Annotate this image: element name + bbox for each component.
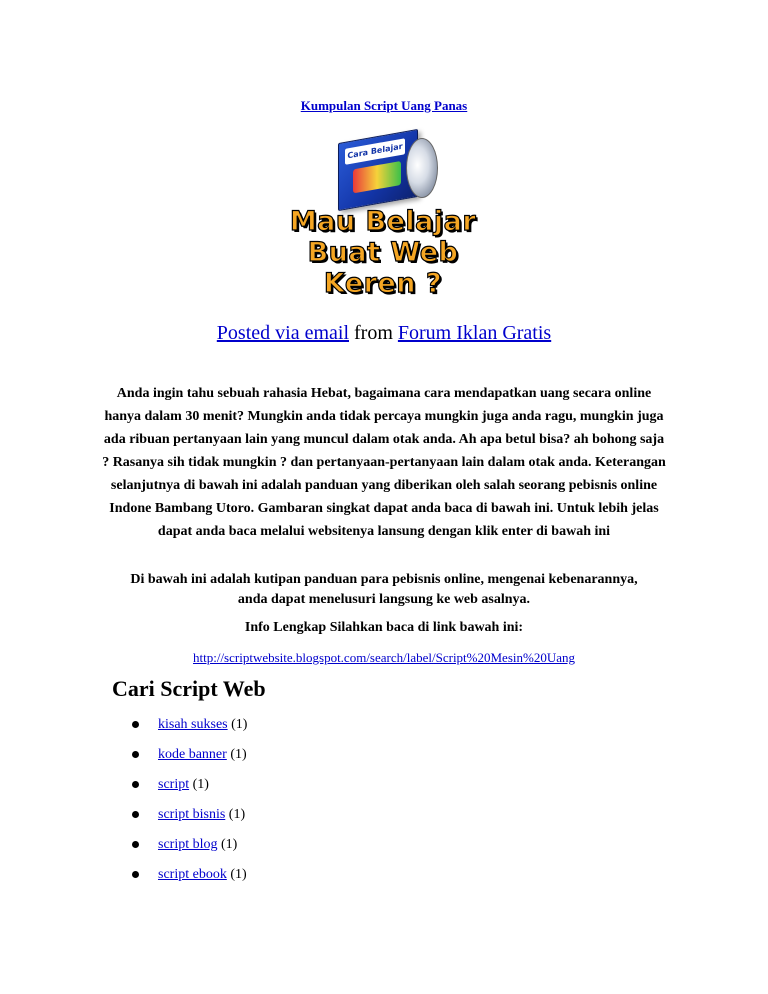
- category-count: (1): [221, 837, 238, 852]
- category-link[interactable]: script bisnis: [158, 807, 226, 822]
- category-list: [110, 710, 247, 890]
- cd-disc-icon: [406, 138, 438, 198]
- category-count: (1): [231, 717, 248, 732]
- category-count: (1): [230, 867, 247, 882]
- headline-line-2: Buat Web: [307, 237, 459, 268]
- category-count: (1): [228, 807, 246, 822]
- category-link[interactable]: kisah sukses: [158, 717, 228, 732]
- title-link[interactable]: Kumpulan Script Uang Panas: [300, 98, 468, 113]
- banner-image: [288, 130, 478, 300]
- category-link[interactable]: script: [158, 777, 190, 792]
- posted-via-email-link[interactable]: Posted via email: [216, 322, 349, 344]
- posted-via-line: [0, 322, 768, 345]
- category-count: (1): [192, 777, 209, 792]
- info-line: Info Lengkap Silahkan baca di link bawah ini:: [244, 620, 524, 635]
- list-item: [110, 830, 247, 860]
- bullet-icon: [132, 871, 139, 878]
- category-count: (1): [230, 747, 247, 762]
- url-line: [0, 650, 768, 666]
- section-title: Cari Script Web: [112, 676, 266, 701]
- banner-headline: [288, 206, 478, 299]
- bullet-icon: [132, 721, 139, 728]
- intro-paragraph: Anda ingin tahu sebuah rahasia Hebat, bagaimana cara mendapatkan uang secara online hanya dalam 30 menit? Mungkin anda tidak percaya mungkin juga anda ragu, mungkin juga ada ribuan pertanyaan lain yang muncul dalam otak anda. Ah apa betul bisa? ah bohong saja ? Rasanya sih tidak mungkin ? dan pertanyaan-pertanyaan lain dalam otak anda. Keterangan selanjutnya di bawah ini adalah panduan yang diberikan oleh salah seorang pebisnis online Indone Bambang Utoro. Gambaran singkat dapat anda baca di bawah ini. Untuk lebih jelas dapat anda baca melalui websitenya lansung dengan klik enter di bawah ini: [102, 386, 666, 539]
- category-link[interactable]: script ebook: [158, 867, 227, 882]
- bullet-icon: [132, 781, 139, 788]
- box-logo-graphic: [353, 161, 401, 193]
- list-item: [110, 800, 247, 830]
- bullet-icon: [132, 841, 139, 848]
- headline-line-1: Mau Belajar: [289, 206, 477, 237]
- box-label: Cara Belajar: [345, 138, 405, 165]
- bullet-icon: [132, 751, 139, 758]
- headline-line-3: Keren ?: [323, 268, 443, 299]
- posted-from-text: from: [354, 322, 393, 344]
- category-link[interactable]: script blog: [158, 837, 218, 852]
- bullet-icon: [132, 811, 139, 818]
- list-item: [110, 710, 247, 740]
- script-website-link[interactable]: http://scriptwebsite.blogspot.com/search/label/Script%20Mesin%20Uang: [193, 650, 575, 665]
- list-item: [110, 740, 247, 770]
- list-item: [110, 770, 247, 800]
- list-item: [110, 860, 247, 890]
- source-forum-link[interactable]: Forum Iklan Gratis: [397, 322, 552, 344]
- category-link[interactable]: kode banner: [158, 747, 227, 762]
- quote-paragraph: Di bawah ini adalah kutipan panduan para pebisnis online, mengenai kebenarannya, anda dapat menelusuri langsung ke web asalnya.: [130, 572, 638, 607]
